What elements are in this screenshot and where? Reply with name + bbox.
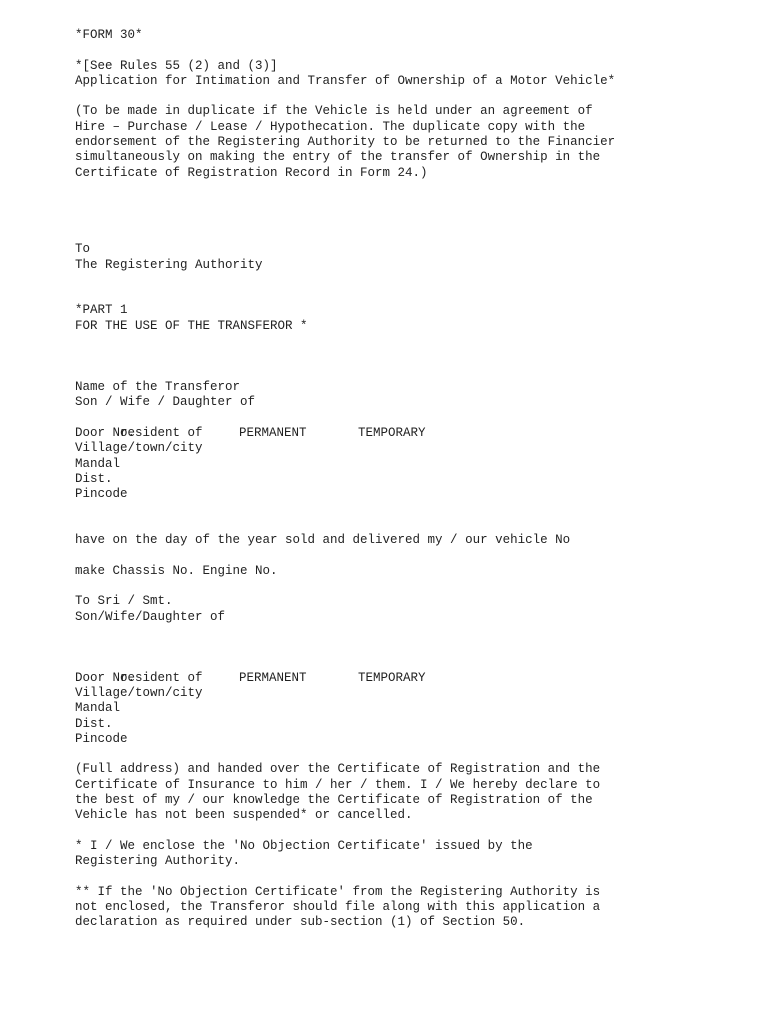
- temporary-label: TEMPORARY: [358, 670, 426, 685]
- resident-label: resident of: [120, 670, 203, 685]
- transferee-pincode-label: Pincode: [75, 731, 128, 746]
- transferor-pincode-label: Pincode: [75, 487, 128, 502]
- temporary-label: TEMPORARY: [358, 425, 426, 440]
- enclosure-line: * I / We enclose the 'No Objection Certificate' issued by the: [75, 838, 533, 853]
- addressee-authority: The Registering Authority: [75, 257, 263, 272]
- declaration-line: Certificate of Insurance to him / her / them. I / We hereby declare to: [75, 777, 601, 792]
- permanent-label: PERMANENT: [239, 670, 307, 685]
- form-note: [75, 104, 735, 180]
- declaration-line: (Full address) and handed over the Certificate of Registration and the: [75, 762, 601, 777]
- enclosure-line: Registering Authority.: [75, 854, 241, 869]
- footnote-line: ** If the 'No Objection Certificate' from the Registering Authority is: [75, 884, 601, 899]
- transferor-relation-label: Son / Wife / Daughter of: [75, 395, 256, 410]
- declaration-line: Vehicle has not been suspended* or cancelled.: [75, 808, 413, 823]
- transferee-mandal-label: Mandal: [75, 701, 121, 716]
- note-line: simultaneously on making the entry of the transfer of Ownership in the: [75, 150, 601, 165]
- document-page: [75, 28, 735, 931]
- transferor-door-label: Door No.: [75, 425, 136, 440]
- part1-subtitle: FOR THE USE OF THE TRANSFEROR *: [75, 318, 308, 333]
- transferee-village-label: Village/town/city: [75, 685, 203, 700]
- footnote: [75, 885, 735, 931]
- sale-line-1: have on the day of the year sold and delivered my / our vehicle No: [75, 533, 571, 548]
- note-line: endorsement of the Registering Authority to be returned to the Financier: [75, 135, 616, 150]
- resident-label: resident of: [120, 425, 203, 440]
- footnote-line: declaration as required under sub-section (1) of Section 50.: [75, 915, 526, 930]
- form-heading: Application for Intimation and Transfer of Ownership of a Motor Vehicle*: [75, 73, 616, 88]
- note-line: Hire – Purchase / Lease / Hypothecation. The duplicate copy with the: [75, 119, 586, 134]
- note-line: Certificate of Registration Record in Form 24.): [75, 165, 428, 180]
- part1-title: *PART 1: [75, 303, 128, 318]
- transferee-dist-label: Dist.: [75, 716, 113, 731]
- form-title: *FORM 30*: [75, 28, 143, 42]
- addressee-to: To: [75, 242, 91, 257]
- permanent-label: PERMANENT: [239, 425, 307, 440]
- declaration-line: the best of my / our knowledge the Certificate of Registration of the: [75, 793, 593, 808]
- transferor-village-label: Village/town/city: [75, 441, 203, 456]
- transferor-name-label: Name of the Transferor: [75, 380, 241, 395]
- transferor-section: [75, 380, 735, 502]
- note-line: (To be made in duplicate if the Vehicle is held under an agreement of: [75, 104, 593, 119]
- transferor-dist-label: Dist.: [75, 471, 113, 486]
- form-rules: *[See Rules 55 (2) and (3)]: [75, 58, 278, 73]
- sale-line-2: make Chassis No. Engine No.: [75, 563, 278, 578]
- transferee-section: [75, 594, 735, 747]
- transferee-door-label: Door No.: [75, 670, 136, 685]
- transferor-mandal-label: Mandal: [75, 456, 121, 471]
- footnote-line: not enclosed, the Transferor should file along with this application a: [75, 900, 601, 915]
- transferee-relation-label: Son/Wife/Daughter of: [75, 609, 226, 624]
- enclosure-note: [75, 839, 735, 870]
- declaration-paragraph: [75, 762, 735, 823]
- transferee-to-label: To Sri / Smt.: [75, 594, 173, 609]
